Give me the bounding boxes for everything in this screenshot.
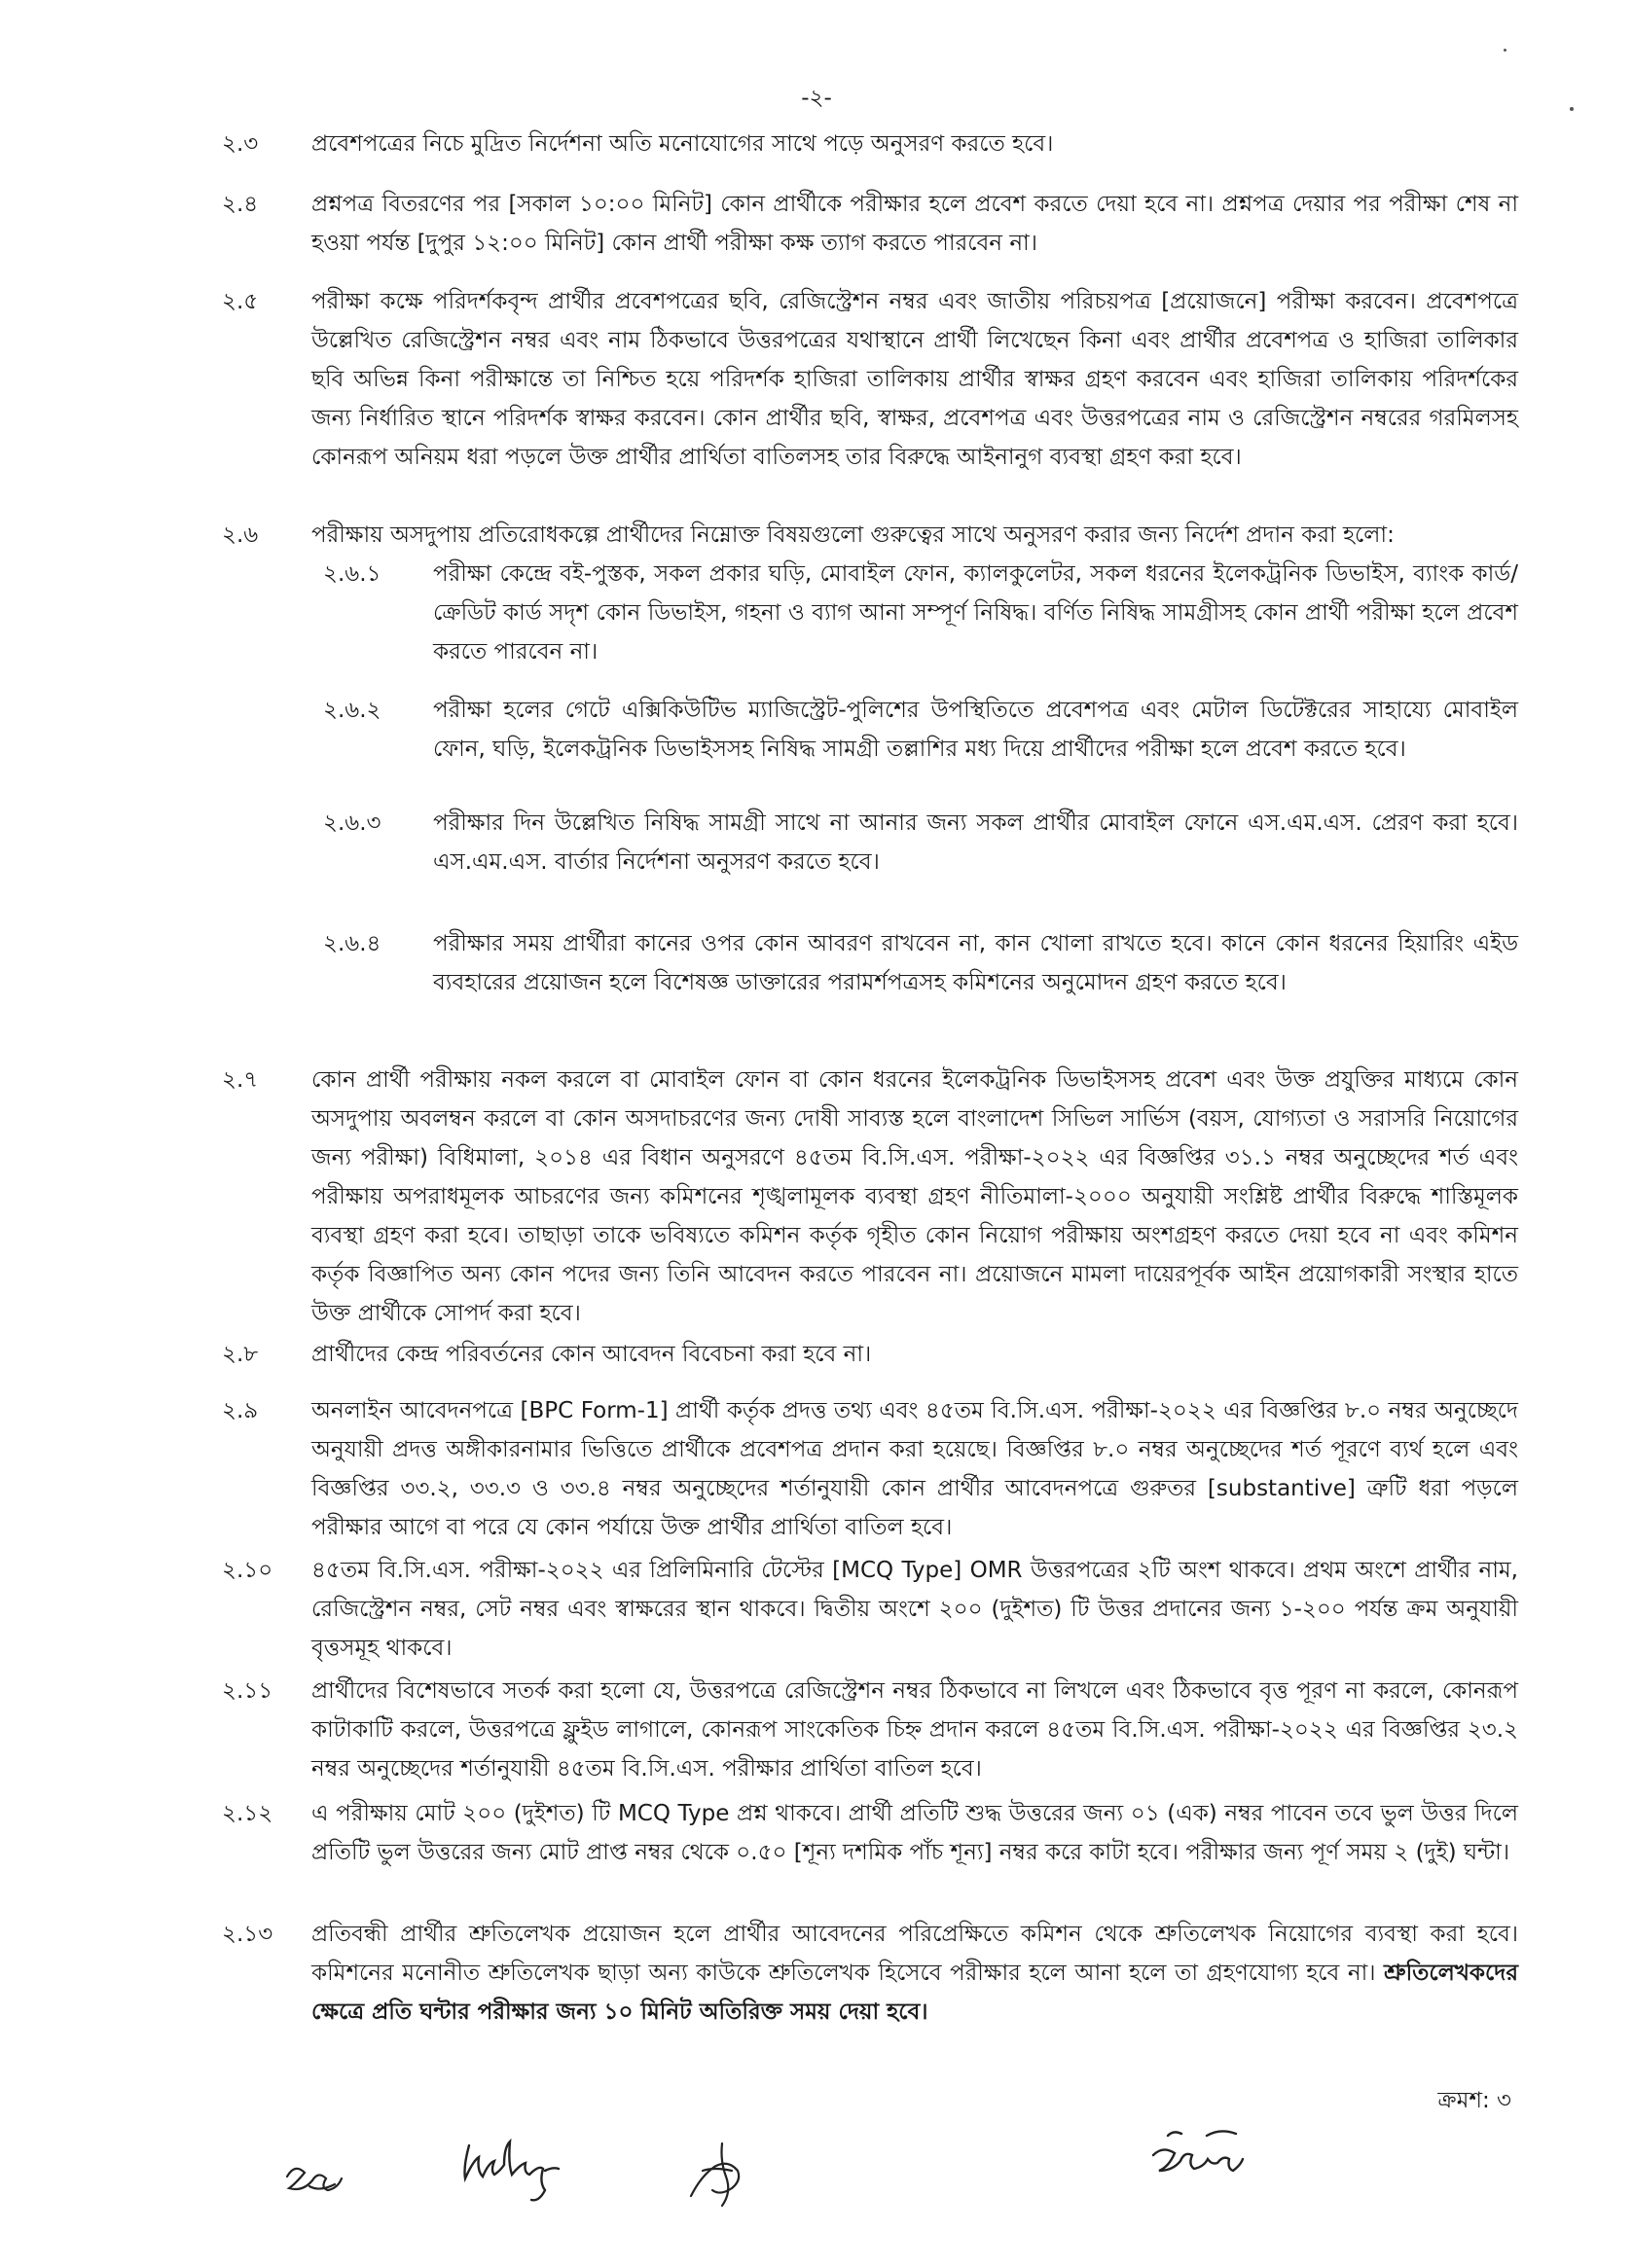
clause-number: ২.৯ xyxy=(222,1398,259,1423)
clause-number: ২.৩ xyxy=(222,131,259,157)
page-number: -২- xyxy=(801,86,832,111)
clause-text xyxy=(311,1915,1518,2032)
subclause-number: ২.৬.৪ xyxy=(323,931,381,956)
subclause-text: পরীক্ষার সময় প্রার্থীরা কানের ওপর কোন আবরণ রাখবেন না, কান খোলা রাখতে হবে। কানে কোন ধরনের হিয়ারিং এইড ব্যবহারের প্রয়োজন হলে বিশেষজ্ঞ ডাক্তারের পরামর্শপত্রসহ কমিশনের অনুমোদন গ্রহণ করতে হবে। xyxy=(433,931,1518,995)
clause-text: প্রার্থীদের কেন্দ্র পরিবর্তনের কোন আবেদন বিবেচনা করা হবে না। xyxy=(311,1342,872,1367)
clause-2-7 xyxy=(195,1061,1518,1333)
clause-2-12 xyxy=(195,1794,1518,1872)
scan-speck xyxy=(1570,107,1574,111)
clause-text: পরীক্ষায় অসদুপায় প্রতিরোধকল্পে প্রার্থীদের নিম্নোক্ত বিষয়গুলো গুরুত্বের সাথে অনুসরণ করার জন্য নির্দেশ প্রদান করা হলো: xyxy=(311,522,1395,548)
clause-text: এ পরীক্ষায় মোট ২০০ (দুইশত) টি MCQ Type প্রশ্ন থাকবে। প্রার্থী প্রতিটি শুদ্ধ উত্তরের জন্য ০১ (এক) নম্বর পাবেন তবে ভুল উত্তর দিলে প্রতিটি ভুল উত্তরের জন্য মোট প্রাপ্ত নম্বর থেকে ০.৫০ [শূন্য দশমিক পাঁচ শূন্য] নম্বর করে কাটা হবে। পরীক্ষার জন্য পূর্ণ সময় ২ (দুই) ঘন্টা। xyxy=(311,1801,1518,1865)
clause-number: ২.৭ xyxy=(222,1067,259,1093)
clause-number: ২.৪ xyxy=(222,192,259,217)
clause-text: প্রশ্নপত্র বিতরণের পর [সকাল ১০:০০ মিনিট] কোন প্রার্থীকে পরীক্ষার হলে প্রবেশ করতে দেয়া হবে না। প্রশ্নপত্র দেয়ার পর পরীক্ষা শেষ না হওয়া পর্যন্ত [দুপুর ১২:০০ মিনিট] কোন প্রার্থী পরীক্ষা কক্ষ ত্যাগ করতে পারবেন না। xyxy=(311,192,1518,256)
clause-text: কোন প্রার্থী পরীক্ষায় নকল করলে বা মোবাইল ফোন বা কোন ধরনের ইলেকট্রনিক ডিভাইসসহ প্রবেশ এবং উক্ত প্রযুক্তির মাধ্যমে কোন অসদুপায় অবলম্বন করলে বা কোন অসদাচরণের জন্য দোষী সাব্যস্ত হলে বাংলাদেশ সিভিল সার্ভিস (বয়স, যোগ্যতা ও সরাসরি নিয়োগের জন্য পরীক্ষা) বিধিমালা, ২০১৪ এর বিধান অনুসরণে ৪৫তম বি.সি.এস. পরীক্ষা-২০২২ এর বিজ্ঞপ্তির ৩১.১ নম্বর অনুচ্ছেদের শর্ত এবং পরীক্ষায় অপরাধমূলক আচরণের জন্য কমিশনের শৃঙ্খলামূলক ব্যবস্থা গ্রহণ নীতিমালা-২০০০ অনুযায়ী সংশ্লিষ্ট প্রার্থীর বিরুদ্ধে শাস্তিমূলক ব্যবস্থা গ্রহণ করা হবে। তাছাড়া তাকে ভবিষ্যতে কমিশন কর্তৃক গৃহীত কোন নিয়োগ পরীক্ষায় অংশগ্রহণ করতে দেয়া হবে না এবং কমিশন কর্তৃক বিজ্ঞাপিত অন্য কোন পদের জন্য তিনি আবেদন করতে পারবেন না। প্রয়োজনে মামলা দায়েরপূর্বক আইন প্রয়োগকারী সংস্থার হাতে উক্ত প্রার্থীকে সোপর্দ করা হবে। xyxy=(311,1067,1518,1326)
clause-2-3 xyxy=(195,125,1518,163)
signature-4 xyxy=(1153,2131,1243,2171)
subclause-text: পরীক্ষা কেন্দ্রে বই-পুস্তক, সকল প্রকার ঘড়ি, মোবাইল ফোন, ক্যালকুলেটর, সকল ধরনের ইলেকট্রনিক ডিভাইস, ব্যাংক কার্ড/ক্রেডিট কার্ড সদৃশ কোন ডিভাইস, গহনা ও ব্যাগ আনা সম্পূর্ণ নিষিদ্ধ। বর্ণিত নিষিদ্ধ সামগ্রীসহ কোন প্রার্থী পরীক্ষা হলে প্রবেশ করতে পারবেন না। xyxy=(433,561,1518,665)
clause-number: ২.১৩ xyxy=(222,1922,273,1947)
clause-2-4 xyxy=(195,185,1518,263)
clause-number: ২.৮ xyxy=(222,1342,259,1367)
clause-text-bold: শ্রুতিলেখকদের ক্ষেত্রে প্রতি ঘন্টার পরীক্ষার জন্য ১০ মিনিট অতিরিক্ত সময় দেয়া হবে। xyxy=(311,1961,1518,2025)
clause-2-11 xyxy=(195,1672,1518,1788)
subclause-number: ২.৬.১ xyxy=(323,561,381,587)
signature-3 xyxy=(691,2143,739,2206)
subclause-number: ২.৬.৩ xyxy=(323,810,381,836)
subclause-2-6-1 xyxy=(195,555,1518,671)
subclause-2-6-3 xyxy=(195,804,1518,882)
clause-2-13 xyxy=(195,1915,1518,2032)
clause-2-6 xyxy=(195,516,1518,555)
clause-text: ৪৫তম বি.সি.এস. পরীক্ষা-২০২২ এর প্রিলিমিনারি টেস্টের [MCQ Type] OMR উত্তরপত্রের ২টি অংশ থাকবে। প্রথম অংশে প্রার্থীর নাম, রেজিস্ট্রেশন নম্বর, সেট নম্বর এবং স্বাক্ষরের স্থান থাকবে। দ্বিতীয় অংশে ২০০ (দুইশত) টি উত্তর প্রদানের জন্য ১-২০০ পর্যন্ত ক্রম অনুযায়ী বৃত্তসমূহ থাকবে। xyxy=(311,1558,1518,1661)
clause-number: ২.১২ xyxy=(222,1801,273,1826)
clause-number: ২.৫ xyxy=(222,289,259,314)
subclause-2-6-4 xyxy=(195,924,1518,1002)
subclause-2-6-2 xyxy=(195,691,1518,769)
clause-number: ২.৬ xyxy=(222,522,259,548)
clause-text: অনলাইন আবেদনপত্রে [BPC Form-1] প্রার্থী কর্তৃক প্রদত্ত তথ্য এবং ৪৫তম বি.সি.এস. পরীক্ষা-২০২২ এর বিজ্ঞপ্তির ৮.০ নম্বর অনুচ্ছেদে অনুযায়ী প্রদত্ত অঙ্গীকারনামার ভিত্তিতে প্রার্থীকে প্রবেশপত্র প্রদান করা হয়েছে। বিজ্ঞপ্তির ৮.০ নম্বর অনুচ্ছেদের শর্ত পূরণে ব্যর্থ হলে এবং বিজ্ঞপ্তির ৩৩.২, ৩৩.৩ ও ৩৩.৪ নম্বর অনুচ্ছেদের শর্তানুযায়ী কোন প্রার্থীর আবেদনপত্রে গুরুতর [substantive] ত্রুটি ধরা পড়লে পরীক্ষার আগে বা পরে যে কোন পর্যায়ে উক্ত প্রার্থীর প্রার্থিতা বাতিল হবে। xyxy=(311,1398,1518,1540)
clause-2-9 xyxy=(195,1391,1518,1547)
signature-1 xyxy=(287,2169,342,2190)
clause-text-regular: প্রতিবন্ধী প্রার্থীর শ্রুতিলেখক প্রয়োজন হলে প্রার্থীর আবেদনের পরিপ্রেক্ষিতে কমিশন থেকে শ্রুতিলেখক নিয়োগের ব্যবস্থা করা হবে। কমিশনের মনোনীত শ্রুতিলেখক ছাড়া অন্য কাউকে শ্রুতিলেখক হিসেবে পরীক্ষার হলে আনা হলে তা গ্রহণযোগ্য হবে না। xyxy=(311,1922,1518,1986)
clause-2-8 xyxy=(195,1335,1518,1374)
subclause-text: পরীক্ষা হলের গেটে এক্সিকিউটিভ ম্যাজিস্ট্রেট-পুলিশের উপস্থিতিতে প্রবেশপত্র এবং মেটাল ডিটেক্টরের সাহায্যে মোবাইল ফোন, ঘড়ি, ইলেকট্রনিক ডিভাইসসহ নিষিদ্ধ সামগ্রী তল্লাশির মধ্য দিয়ে প্রার্থীদের পরীক্ষা হলে প্রবেশ করতে হবে। xyxy=(433,698,1518,762)
subclause-text: পরীক্ষার দিন উল্লেখিত নিষিদ্ধ সামগ্রী সাথে না আনার জন্য সকল প্রার্থীর মোবাইল ফোনে এস.এম.এস. প্রেরণ করা হবে। এস.এম.এস. বার্তার নির্দেশনা অনুসরণ করতে হবে। xyxy=(433,810,1518,875)
signature-area xyxy=(0,2116,1633,2233)
signature-2 xyxy=(465,2142,560,2200)
clause-2-10 xyxy=(195,1551,1518,1668)
clause-text: প্রবেশপত্রের নিচে মুদ্রিত নির্দেশনা অতি মনোযোগের সাথে পড়ে অনুসরণ করতে হবে। xyxy=(311,131,1054,157)
clause-text: প্রার্থীদের বিশেষভাবে সতর্ক করা হলো যে, উত্তরপত্রে রেজিস্ট্রেশন নম্বর ঠিকভাবে না লিখলে এবং ঠিকভাবে বৃত্ত পূরণ না করলে, কোনরূপ কাটাকাটি করলে, উত্তরপত্রে ফ্লুইড লাগালে, কোনরূপ সাংকেতিক চিহ্ন প্রদান করলে ৪৫তম বি.সি.এস. পরীক্ষা-২০২২ এর বিজ্ঞপ্তির ২৩.২ নম্বর অনুচ্ছেদের শর্তানুযায়ী ৪৫তম বি.সি.এস. পরীক্ষার প্রার্থিতা বাতিল হবে। xyxy=(311,1678,1518,1782)
clause-2-5 xyxy=(195,282,1518,477)
clause-text: পরীক্ষা কক্ষে পরিদর্শকবৃন্দ প্রার্থীর প্রবেশপত্রের ছবি, রেজিস্ট্রেশন নম্বর এবং জাতীয় পরিচয়পত্র [প্রয়োজনে] পরীক্ষা করবেন। প্রবেশপত্রে উল্লেখিত রেজিস্ট্রেশন নম্বর এবং নাম ঠিকভাবে উত্তরপত্রের যথাস্থানে প্রার্থী লিখেছেন কিনা এবং প্রার্থীর প্রবেশপত্র ও হাজিরা তালিকার ছবি অভিন্ন কিনা পরীক্ষান্তে তা নিশ্চিত হয়ে পরিদর্শক হাজিরা তালিকায় প্রার্থীর স্বাক্ষর গ্রহণ করবেন এবং হাজিরা তালিকায় পরিদর্শকের জন্য নির্ধারিত স্থানে পরিদর্শক স্বাক্ষর করবেন। কোন প্রার্থীর ছবি, স্বাক্ষর, প্রবেশপত্র এবং উত্তরপত্রের নাম ও রেজিস্ট্রেশন নম্বরের গরমিলসহ কোনরূপ অনিয়ম ধরা পড়লে উক্ত প্রার্থীর প্রার্থিতা বাতিলসহ তার বিরুদ্ধে আইনানুগ ব্যবস্থা গ্রহণ করা হবে। xyxy=(311,289,1518,470)
subclause-number: ২.৬.২ xyxy=(323,698,381,723)
signatures-svg xyxy=(0,2116,1633,2233)
continued-note: ক্রমশ: ৩ xyxy=(1437,2088,1511,2113)
scan-speck xyxy=(1504,49,1506,52)
clause-number: ২.১০ xyxy=(222,1558,273,1583)
clause-number: ২.১১ xyxy=(222,1678,273,1704)
